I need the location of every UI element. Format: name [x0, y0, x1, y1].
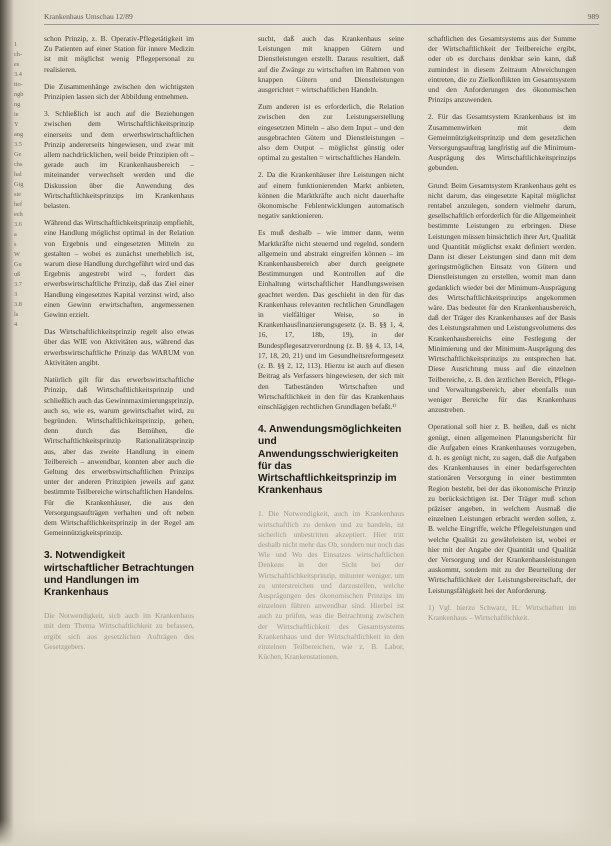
text-column-3	[428, 34, 576, 826]
margin-note: 4	[14, 321, 18, 328]
paragraph: Die Zusammenhänge zwischen den wichtigsten Prinzipien lassen sich der Abbildung entnehmen.	[44, 81, 194, 102]
margin-note: chs	[14, 161, 23, 168]
margin-note: W	[14, 251, 20, 258]
margin-note: ng	[14, 101, 21, 108]
margin-note: ngb	[14, 91, 24, 98]
margin-note: 3.4	[14, 71, 22, 78]
margin-note: Ge	[14, 151, 22, 158]
margin-note: uß	[14, 271, 21, 278]
section-heading-3: 3. Notwendigkeit wirtschaftlicher Betrachtungen und Handlungen im Krankenhaus	[44, 550, 194, 598]
text-column-2	[258, 34, 404, 826]
paragraph: 2. Da die Krankenhäuser ihre Leistungen nicht auf einem funktionierenden Markt anbieten, können die Marktkräfte auch nicht dauerhafte ökonomische Fehlentwicklungen automatisch negativ sanktionieren.	[258, 170, 404, 221]
paragraph: 1. Die Notwendigkeit, auch im Krankenhaus wirtschaftlich zu denken und zu handeln, ist sicherlich unbestritten akzeptiert. Hier tritt deshalb nicht mehr das Ob, sondern nur noch das Wie und Wo des Einsatzes wirtschaftlichen Denkens in der Sicht bei der Wirtschaftlichkeitsprinzip, mitunter weniger, um zu unterstreichen und darzustellen, welche Ausprägungen des ökonomischen Prinzips im einzelnen führen anwendbar sind. Hierbei ist auch zu prüfen, was die Betrachtung zwischen der Wirtschaftlichkeit des Gesamtsystems Krankenhaus und der Wirtschaftlichkeit in den einzelnen Teilbereichen, wie z. B. Labor, Küchen, Krankenstationen.	[258, 509, 404, 662]
margin-note: ie	[14, 111, 19, 118]
margin-note: sie	[14, 191, 21, 198]
margin-note: Y	[14, 121, 19, 128]
margin-note: ls	[14, 311, 19, 318]
margin-note: hef	[14, 201, 23, 208]
text-column-1	[44, 34, 194, 826]
margin-note: tio-	[14, 81, 23, 88]
margin-note: 1	[14, 41, 18, 48]
paragraph: Es muß deshalb – wie immer dann, wenn Marktkräfte nicht steuernd und regelnd, sondern allgemein und abstrakt eingreifen können – im Krankenhausbereich aber durch geeignete Bestimmungen und Kontrollen auf die Einhaltung wirtschaftlicher Handlungsweisen geachtet werden. Das geschieht in den für das Krankenhaus relevanten rechtlichen Grundlagen in vielfältiger Weise, so in Krankenhausfinanzierungsgesetz (z. B. §§ 1, 4, 16, 17, 18b, 19), in der Bundespflegesatzverordnung (z. B. §§ 4, 13, 14, 17, 18, 20, 21) und im Gesundheitsreformgesetz (z. B. §§ 2, 12, 113). Hierzu ist auch auf diesen Beitrag als Verfassers hingewiesen, der sich mit den Tatbeständen Wirtschaften und Wirtschaftlichkeit in den für das Krankenhaus einschlägigen rechtlichen Grundlagen befaßt.¹⁾	[258, 228, 404, 411]
journal-title: Krankenhaus Umschau 12/89	[44, 12, 133, 21]
paragraph: Operational soll hier z. B. heißen, daß es nicht genügt, einen allgemeinen Planungsbericht für die Aufgaben eines Krankenhauses vorzugeben, d. h. es genügt nicht, zu sagen, daß die Aufgaben des Krankenhauses in einer bedarfsgerechten stationären Versorgung in einer bestimmten Region besteht, bei der das ökonomische Prinzip zu berücksichtigen ist. Der Träger muß schon präziser angeben, in welchem Ausmaß die einzelnen Leistungen erbracht werden sollen, z. B. welche Eingriffe, welche Pflegeleistungen und welche Qualität zu gewährleisten ist, wobei er hier mit der Angabe der Quantität und Qualität der Versorgung und der Krankenhausleistungen auskommt, sondern mit zu der Beurteilung der Wirtschaftlichkeit der Leistungsbereitschaft, der Leistungsfähigkeit bei der Anforderung.	[428, 422, 576, 595]
paragraph: 3. Schließlich ist auch auf die Beziehungen zwischen dem Wirtschaftlichkeitsprinzip einerseits und dem erwerbswirtschaftlichen Prinzip andererseits hingewiesen, und zwar mit allem nachdrücklichen, weil beide Prinzipien oft – gerade auch im Krankenhausbereich – miteinander verwechselt werden und die Diskussion über die Anwendung des Wirtschaftlichkeitsprinzips im Krankenhaus belasten.	[44, 109, 194, 211]
margin-note: s	[14, 241, 17, 248]
paragraph: Während das Wirtschaftlichkeitsprinzip empfiehlt, eine Handlung möglichst optimal in der Relation von Ergebnis und eingesetzten Mitteln zu gestalten – wobei es zunächst unerheblich ist, warum diese Handlung durchgeführt wird und das Ergebnis angestrebt wird –, fordert das erwerbswirtschaftliche Prinzip, daß das Ziel einer Handlung eingesetztes Kapital verzinst wird, also einen Gewinn erwirtschaften, angemessenen Gewinn erzielt.	[44, 218, 194, 320]
margin-note: ech	[14, 211, 23, 218]
margin-note: 3.7	[14, 281, 22, 288]
paragraph: sucht, daß auch das Krankenhaus seine Leistungen mit knappen Gütern und Dienstleistungen erstellt. Daraus resultiert, daß auf die Zwänge zu wirtschaften im Rahmen von knappen Gütern und Dienstleistungen ausgerichtet = wirtschaftlichen Handeln.	[258, 34, 404, 95]
paragraph: Die Notwendigkeit, sich auch im Krankenhaus mit dem Thema Wirtschaftlichkeit zu befassen, ergibt sich aus gesetzlichen Aufträgen des Gesetzgebers.	[44, 611, 194, 651]
margin-note: ch-	[14, 51, 23, 58]
margin-note: 3.5	[14, 141, 22, 148]
margin-notes	[14, 40, 40, 820]
margin-note: 3.6	[14, 221, 22, 228]
page-number: 989	[587, 12, 599, 21]
margin-note: ang	[14, 131, 24, 138]
page-bottom-fade	[0, 820, 611, 846]
paragraph: schaftlichen des Gesamtsystems aus der Summe der Wirtschaftlichkeit der Teilbereiche ergibt, oder ob es durchaus denkbar sein kann, daß zumindest in diesem Zeitraum Abweichungen eintreten, die zu Zielkonflikten im Gesamtsystem und den Anforderungen des ökonomischen Prinzips anzuwenden.	[428, 34, 576, 105]
margin-note: a	[14, 231, 17, 238]
paragraph: Zum anderen ist es erforderlich, die Relation zwischen den zur Leistungserstellung eingesetzten Mitteln – also dem Input – und den ausgebrachten Gütern und Dienstleistungen – also dem Output – möglichst günstig oder optimal zu gestalten = wirtschaftliches Handeln.	[258, 102, 404, 163]
margin-note: Gu	[14, 261, 22, 268]
footnote: 1) Vgl. hierzu Schwarz, H.: Wirtschaften im Krankenhaus – Wirtschaftlichkeit.	[428, 602, 576, 622]
section-heading-4: 4. Anwendungsmöglichkeiten und Anwendungsschwierigkeiten für das Wirtschaftlichkeitsprinzip im Krankenhaus	[258, 424, 402, 497]
paragraph: 2. Für das Gesamtsystem Krankenhaus ist im Zusammenwirken mit dem Gemeinnützigkeitsprinzip und dem gesetzlichen Versorgungsauftrag langfristig auf die Minimum-Ausprägung des Wirtschaftlichkeitsprinzips gebunden.	[428, 112, 576, 173]
margin-note: Gig	[14, 181, 24, 188]
paragraph: schon Prinzip, z. B. Operativ-Pflegetätigkeit im Zu Patienten auf einer Station für innere Medizin ist mit möglichst wenig Pflegepersonal zu realisieren.	[44, 34, 194, 74]
page-shadow	[0, 0, 14, 846]
paragraph: Grund: Beim Gesamtsystem Krankenhaus geht es nicht darum, das eingesetzte Kapital möglichst rentabel anzulegen, sondern vielmehr darum, gesellschaftlich erforderlich für die Allgemeinheit bestimmte Leistungen zu erbringen. Diese Leistungen müssen hinsichtlich ihrer Art, Qualität und Quantität möglichst exakt definiert werden. Dann ist dieser Leistungen sind dann mit dem geringstmöglichen Einsatz von Gütern und Dienstleistungen zu erstellen, womit man dann gedanklich wieder bei der Minimum-Ausprägung des Wirtschaftlichkeitsprinzips angekommen wäre. Das bedeutet für den Krankenhausbereich, daß der Träger des Krankenhauses auf der Basis des Leistungsrahmen und Leistungsvolumens des Krankenhausbereichs eine Festlegung der Minimierung und der Minimum-Ausprägung des Wirtschaftlichkeitsprinzips zu entsprechen hat. Diese Ausrichtung muss auf die einzelnen Teilbereiche, z. B. den ärztlichen Bereich, Pflege- und Verwaltungsbereich, aber ebenfalls nun weniger Bereiche für das Krankenhaus anzustreben.	[428, 180, 576, 415]
paragraph: Natürlich gilt für das erwerbswirtschaftliche Prinzip, daß Wirtschaftlichkeitsprinzip und schließlich auch das Gewinnmaximierungsprinzip, auch so, wie es, warum gewirtschaftet wird, zu begründen. Wirtschaftlichkeitsprinzip, gehen, denn durch das Bemühen, die Wirtschaftlichkeitsprinzip Rationalitätsprinzip aus, aber das zweite Handlung in einem Teilbereich – anwendbar, konnten aber auch die Geltung des erwerbswirtschaftlichen Prinzips unter der anderen Prinzipien jeweils auf ganz bestimmte Teilbereiche wirtschaftlichen Handelns. Für die Krankenhäuser, die aus den Versorgungsaufträgen verhalten und oft neben dem Wirtschaftlichkeitsprinzip in der Regel am Gemeinnützigkeitsprinzip.	[44, 375, 194, 538]
margin-note: 3	[14, 291, 18, 298]
paragraph: Das Wirtschaftlichkeitsprinzip regelt also etwas über das WIE von Aktivitäten aus, während das erwerbswirtschaftliche Prinzip das WARUM von Aktivitäten angibt.	[44, 327, 194, 367]
margin-note: 3.8	[14, 301, 22, 308]
margin-note: hal	[14, 171, 22, 178]
running-header	[44, 10, 599, 25]
margin-note: es	[14, 61, 20, 68]
